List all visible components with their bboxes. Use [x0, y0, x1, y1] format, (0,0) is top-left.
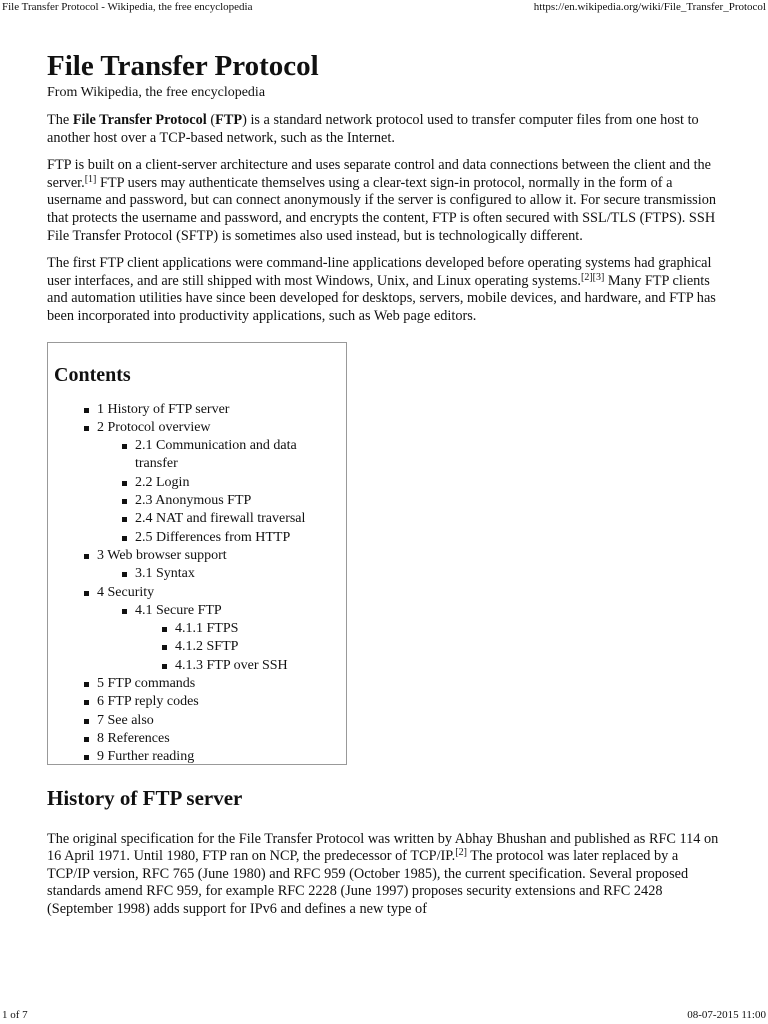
citation-link[interactable]: [1]	[84, 173, 97, 185]
print-datetime: 08-07-2015 11:00	[687, 1009, 766, 1021]
bullet-icon	[122, 481, 127, 486]
toc-item[interactable]	[54, 584, 338, 602]
toc-item[interactable]	[54, 547, 338, 565]
toc-item-label[interactable]: 2 Protocol overview	[97, 419, 211, 435]
toc-item[interactable]	[54, 620, 338, 638]
section-heading-history: History of FTP server	[47, 785, 243, 810]
bullet-icon	[162, 645, 167, 650]
bullet-icon	[122, 517, 127, 522]
toc-item-label[interactable]: 1 History of FTP server	[97, 401, 230, 417]
toc-item-label[interactable]: 3 Web browser support	[97, 547, 227, 563]
bullet-icon	[84, 426, 89, 431]
toc-item[interactable]	[54, 510, 338, 528]
toc-item[interactable]	[54, 748, 338, 766]
page-subtitle: From Wikipedia, the free encyclopedia	[47, 85, 266, 100]
toc-item-label[interactable]: 9 Further reading	[97, 749, 195, 765]
toc-item[interactable]	[54, 419, 338, 437]
toc-item[interactable]	[54, 712, 338, 730]
toc-item-label[interactable]: 2.5 Differences from HTTP	[135, 529, 291, 545]
page-count: 1 of 7	[2, 1009, 28, 1021]
intro-text: The	[47, 112, 73, 128]
toc-item[interactable]	[54, 437, 338, 474]
bold-term-ftp[interactable]: FTP	[215, 112, 243, 128]
bullet-icon	[122, 609, 127, 614]
bullet-icon	[84, 719, 89, 724]
toc-item-label[interactable]: 4.1.2 SFTP	[175, 639, 239, 655]
toc-title: Contents	[54, 363, 131, 386]
toc-list	[54, 401, 338, 767]
print-footer	[0, 1006, 768, 1024]
toc-item-label[interactable]: 5 FTP commands	[97, 675, 196, 691]
intro-text: ) is a standard network protocol used to transfer computer files from one host to another host over a TCP-based network, such as the Internet.	[47, 112, 699, 146]
toc-item-label[interactable]: 7 See also	[97, 712, 154, 728]
intro-paragraph-3	[47, 255, 719, 325]
intro-paragraph-2	[47, 157, 719, 245]
toc-item[interactable]	[54, 693, 338, 711]
bullet-icon	[122, 572, 127, 577]
toc-item[interactable]	[54, 474, 338, 492]
toc-item[interactable]	[54, 565, 338, 583]
toc-item[interactable]	[54, 730, 338, 748]
intro-text: The first FTP client applications were command-line applications developed before operating systems had graphical user interfaces, and are still shipped with most Windows, Unix, and Linux operating systems.	[47, 255, 712, 289]
print-url: https://en.wikipedia.org/wiki/File_Transfer_Protocol	[533, 1, 766, 13]
toc-item-label[interactable]: 4 Security	[97, 584, 155, 600]
citation-link[interactable]: [2]	[455, 847, 467, 859]
bullet-icon	[122, 536, 127, 541]
bullet-icon	[162, 664, 167, 669]
toc-item-label[interactable]: 4.1.1 FTPS	[175, 621, 239, 637]
toc-item-label[interactable]: 8 References	[97, 730, 170, 746]
history-paragraph	[47, 831, 719, 919]
citation-link[interactable]: [2][3]	[581, 271, 605, 283]
bullet-icon	[84, 737, 89, 742]
bullet-icon	[84, 755, 89, 760]
toc-item[interactable]	[54, 492, 338, 510]
bullet-icon	[84, 682, 89, 687]
toc-item-label[interactable]: 2.4 NAT and firewall traversal	[135, 511, 306, 527]
bullet-icon	[122, 499, 127, 504]
toc-item-label[interactable]: 3.1 Syntax	[135, 566, 195, 582]
print-header	[0, 0, 768, 18]
print-page-title: File Transfer Protocol - Wikipedia, the free encyclopedia	[2, 1, 253, 13]
toc-item-label[interactable]: 4.1.3 FTP over SSH	[175, 657, 288, 673]
toc-item[interactable]	[54, 401, 338, 419]
bullet-icon	[122, 444, 127, 449]
article-content	[47, 48, 719, 929]
toc-item-label[interactable]: 2.1 Communication and data transfer	[135, 438, 297, 472]
toc-item[interactable]	[54, 602, 338, 620]
toc-item-label[interactable]: 2.2 Login	[135, 474, 190, 490]
intro-text: FTP users may authenticate themselves using a clear-text sign-in protocol, normally in the form of a username and password, but can connect anonymously if the server is configured to allow it. For secure transmission that protects the username and password, and encrypts the content, FTP is often secured with SSL/TLS (FTPS). SSH File Transfer Protocol (SFTP) is sometimes also used instead, but is technologically different.	[47, 174, 717, 244]
intro-paragraph-1	[47, 112, 719, 147]
table-of-contents	[47, 342, 347, 765]
history-text: The original specification for the File Transfer Protocol was written by Abhay Bhushan and published as RFC 114 on 16 April 1971. Until 1980, FTP ran on NCP, the predecessor of TCP/IP.	[47, 830, 719, 865]
bullet-icon	[162, 627, 167, 632]
bullet-icon	[84, 554, 89, 559]
intro-text: (	[206, 112, 216, 128]
bullet-icon	[84, 700, 89, 705]
bullet-icon	[84, 408, 89, 413]
toc-item-label[interactable]: 4.1 Secure FTP	[135, 602, 222, 618]
toc-item[interactable]	[54, 529, 338, 547]
toc-item[interactable]	[54, 638, 338, 656]
bold-term-ftp-full[interactable]: File Transfer Protocol	[72, 112, 207, 128]
toc-item-label[interactable]: 2.3 Anonymous FTP	[135, 493, 252, 509]
intro-text: Many FTP clients and automation utilities have since been developed for desktops, servers, mobile devices, and hardware, and FTP has been incorporated into productivity applications, such as Web page editors.	[47, 272, 716, 324]
toc-item[interactable]	[54, 657, 338, 675]
page-title: File Transfer Protocol	[47, 50, 319, 82]
history-text: The protocol was later replaced by a TCP/IP version, RFC 765 (June 1980) and RFC 959 (October 1985), the current specification. Several proposed standards amend RFC 959, for example RFC 2228 (June 1997) proposes security extensions and RFC 2428 (September 1998) adds support for IPv6 and defines a new type of	[47, 848, 689, 917]
intro-text: FTP is built on a client-server architecture and uses separate control and data connections between the client and the server.	[47, 157, 712, 191]
toc-item[interactable]	[54, 675, 338, 693]
toc-item-label[interactable]: 6 FTP reply codes	[97, 694, 199, 710]
bullet-icon	[84, 591, 89, 596]
